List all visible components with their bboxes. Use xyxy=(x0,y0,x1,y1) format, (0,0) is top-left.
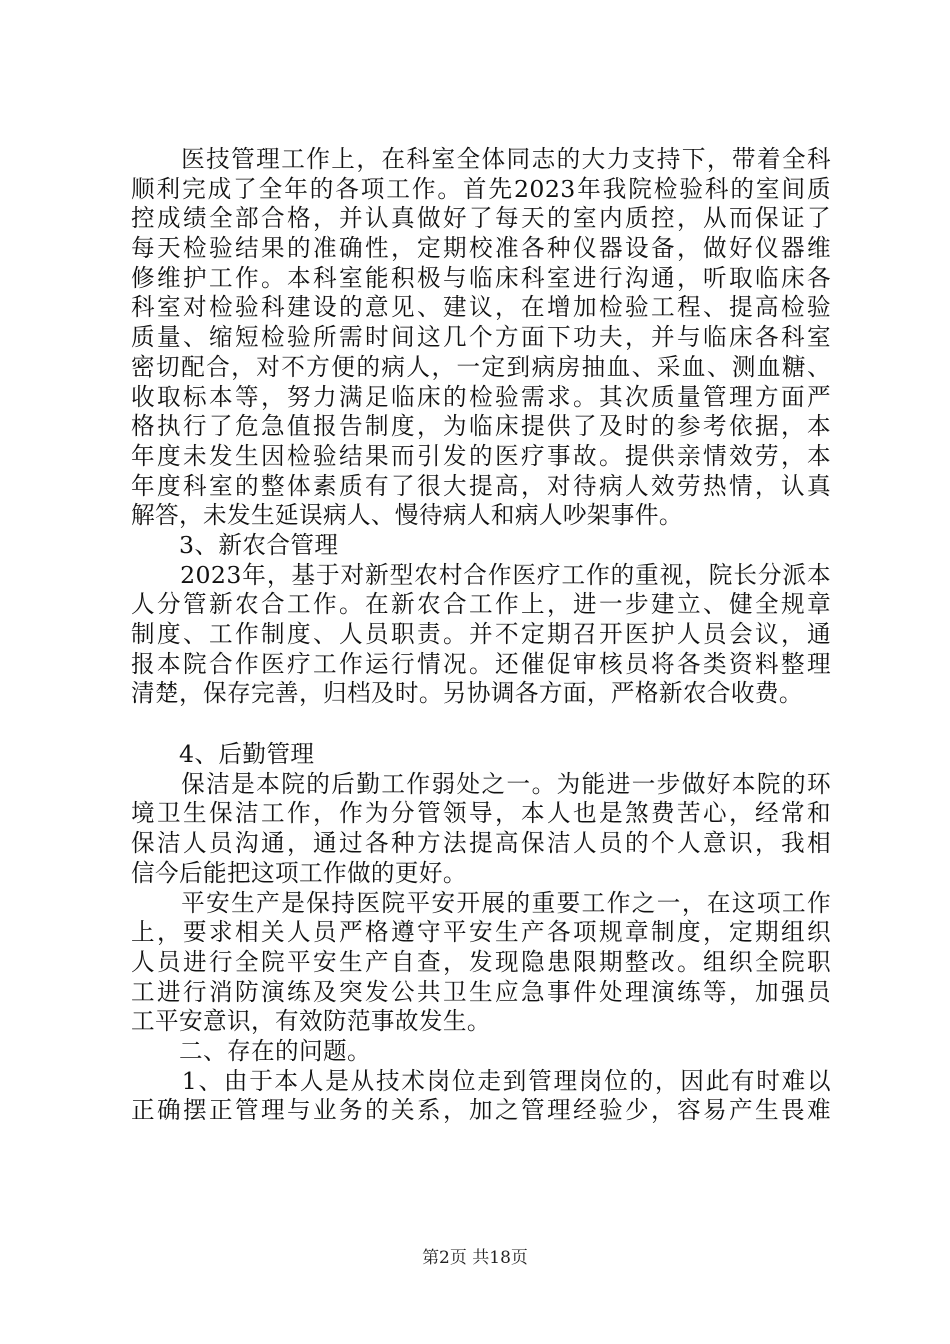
paragraph-gap xyxy=(131,709,831,740)
document-body xyxy=(131,145,831,1126)
text-line: 境卫生保洁工作，作为分管领导，本人也是煞费苦心，经常和 xyxy=(131,799,831,828)
text-line: 4、后勤管理 xyxy=(131,740,315,769)
text-line: 上，要求相关人员严格遵守平安生产各项规章制度，定期组织 xyxy=(131,918,831,947)
text-line: 解答，未发生延误病人、慢待病人和病人吵架事件。 xyxy=(131,501,683,530)
text-line: 人分管新农合工作。在新农合工作上，进一步建立、健全规章 xyxy=(131,590,831,619)
text-line: 2023年，基于对新型农村合作医疗工作的重视，院长分派本 xyxy=(131,560,831,589)
text-line: 正确摆正管理与业务的关系，加之管理经验少，容易产生畏难 xyxy=(131,1096,831,1125)
text-line: 报本院合作医疗工作运行情况。还催促审核员将各类资料整理 xyxy=(131,649,831,678)
text-line: 1、由于本人是从技术岗位走到管理岗位的，因此有时难以 xyxy=(131,1066,831,1095)
text-line: 科室对检验科建设的意见、建议，在增加检验工程、提高检验 xyxy=(131,293,831,322)
text-line: 制度、工作制度、人员职责。并不定期召开医护人员会议，通 xyxy=(131,620,831,648)
text-line: 二、存在的问题。 xyxy=(131,1036,371,1065)
text-line: 保洁是本院的后勤工作弱处之一。为能进一步做好本院的环 xyxy=(131,769,831,798)
text-line: 工进行消防演练及突发公共卫生应急事件处理演练等，加强员 xyxy=(131,977,831,1006)
text-line: 格执行了危急值报告制度，为临床提供了及时的参考依据，本 xyxy=(131,412,831,441)
text-line: 质量、缩短检验所需时间这几个方面下功夫，并与临床各科室 xyxy=(131,323,831,352)
text-line: 人员进行全院平安生产自查，发现隐患限期整改。组织全院职 xyxy=(131,947,831,976)
text-line: 保洁人员沟通，通过各种方法提高保洁人员的个人意识，我相 xyxy=(131,829,831,858)
text-line: 工平安意识，有效防范事故发生。 xyxy=(131,1007,491,1036)
text-line: 密切配合，对不方便的病人，一定到病房抽血、采血、测血糖、 xyxy=(131,352,831,381)
text-line: 清楚，保存完善，归档及时。另协调各方面，严格新农合收费。 xyxy=(131,679,803,708)
text-line: 收取标本等，努力满足临床的检验需求。其次质量管理方面严 xyxy=(131,382,831,411)
text-line: 顺利完成了全年的各项工作。首先2023年我院检验科的室间质 xyxy=(131,174,831,203)
text-line: 控成绩全部合格，并认真做好了每天的室内质控，从而保证了 xyxy=(131,204,831,233)
text-line: 修维护工作。本科室能积极与临床科室进行沟通，听取临床各 xyxy=(131,263,831,292)
text-line: 每天检验结果的准确性，定期校准各种仪器设备，做好仪器维 xyxy=(131,234,831,263)
text-line: 年度未发生因检验结果而引发的医疗事故。提供亲情效劳，本 xyxy=(131,441,831,470)
text-line: 3、新农合管理 xyxy=(131,530,339,559)
text-line: 平安生产是保持医院平安开展的重要工作之一，在这项工作 xyxy=(131,888,831,917)
text-line: 年度科室的整体素质有了很大提高，对待病人效劳热情，认真 xyxy=(131,471,831,500)
page-footer: 第2页 共18页 xyxy=(422,1248,528,1268)
text-line: 医技管理工作上，在科室全体同志的大力支持下，带着全科 xyxy=(131,145,831,173)
text-line: 信今后能把这项工作做的更好。 xyxy=(131,858,467,887)
